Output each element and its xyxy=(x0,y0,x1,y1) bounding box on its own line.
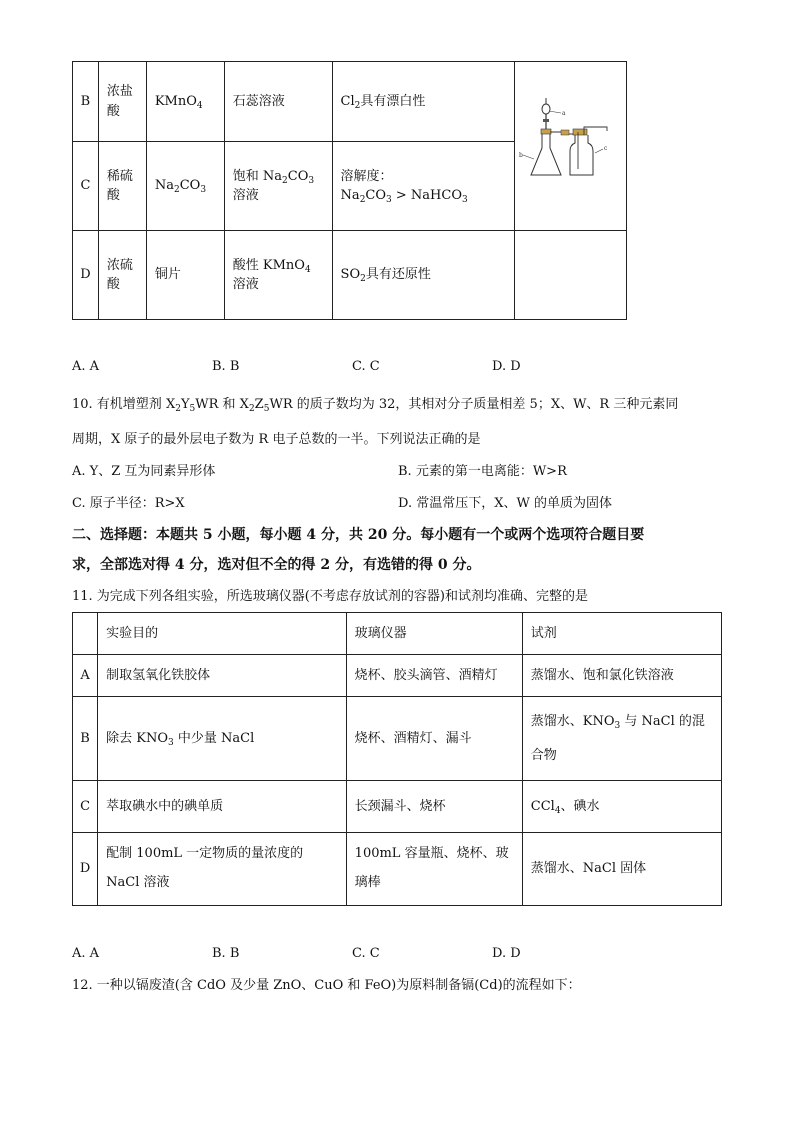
reagent-cell: 浓硫 酸 xyxy=(98,231,146,320)
purpose-cell: 配制 100mL 一定物质的量浓度的 NaCl 溶液 xyxy=(98,833,347,906)
column-header: 实验目的 xyxy=(98,613,347,655)
row-letter: C xyxy=(73,142,99,231)
q9-table xyxy=(72,61,627,320)
reagent-cell: KMnO$_4$ xyxy=(146,62,224,142)
table-row xyxy=(73,655,722,697)
reagent-cell: 蒸馏水、$KNO_3$ 与 NaCl 的混 合物 xyxy=(522,697,721,781)
row-letter: B xyxy=(73,697,98,781)
option-d[interactable]: D. 常温常压下，X、W 的单质为固体 xyxy=(398,496,612,511)
option-c[interactable]: C. 原子半径：R>X xyxy=(72,496,185,511)
choice-b[interactable]: B. B xyxy=(212,359,240,374)
q12-stem: 12. 一种以镉废渣(含 CdO 及少量 ZnO、CuO 和 FeO)为原料制备镉(Cd)的流程如下： xyxy=(72,978,581,993)
column-header: 玻璃仪器 xyxy=(346,613,522,655)
conclusion-cell: 溶解度： $Na_2CO_3$ > NaHCO$_3$ xyxy=(332,142,514,231)
q9-choices xyxy=(72,357,632,377)
row-letter: D xyxy=(73,231,99,320)
choice-d[interactable]: D. D xyxy=(492,946,521,961)
choice-d[interactable]: D. D xyxy=(492,359,521,374)
reagent-cell: 酸性 KMnO$_4$ 溶液 xyxy=(224,231,332,320)
choice-c[interactable]: C. C xyxy=(352,946,380,961)
reagent-cell: 饱和 $Na_2CO_3$ 溶液 xyxy=(224,142,332,231)
column-header: 试剂 xyxy=(522,613,721,655)
table-row xyxy=(73,231,627,320)
section-heading-line2: 求，全部选对得 4 分，选对但不全的得 2 分，有选错的得 0 分。 xyxy=(72,557,481,573)
reagent-cell: 铜片 xyxy=(146,231,224,320)
label-a: a xyxy=(561,109,566,117)
label-b: b xyxy=(518,151,523,159)
purpose-cell: 萃取碘水中的碘单质 xyxy=(98,781,347,833)
reagent-cell: CCl$_4$、碘水 xyxy=(522,781,721,833)
row-letter: B xyxy=(73,62,99,142)
q11-choices xyxy=(72,944,632,964)
option-b[interactable]: B. 元素的第一电离能：W>R xyxy=(398,464,567,479)
apparatus-diagram xyxy=(514,62,626,231)
purpose-cell: 除去 $KNO_3$ 中少量 NaCl xyxy=(98,697,347,781)
glass-cell: 100mL 容量瓶、烧杯、玻 璃棒 xyxy=(346,833,522,906)
glass-cell: 烧杯、酒精灯、漏斗 xyxy=(346,697,522,781)
conclusion-cell: $SO_2$具有还原性 xyxy=(332,231,514,320)
table-header-row xyxy=(73,613,722,655)
section-heading-line1: 二、选择题：本题共 5 小题，每小题 4 分，共 20 分。每小题有一个或两个选项符合题目要 xyxy=(72,527,645,543)
table-row xyxy=(73,781,722,833)
choice-c[interactable]: C. C xyxy=(352,359,380,374)
row-letter: A xyxy=(73,655,98,697)
label-c: c xyxy=(603,144,608,152)
corner-cell xyxy=(73,613,98,655)
conclusion-cell: $Cl_2$具有漂白性 xyxy=(332,62,514,142)
empty-cell xyxy=(514,231,626,320)
q10-stem-line2: 周期，X 原子的最外层电子数为 R 电子总数的一半。下列说法正确的是 xyxy=(72,432,481,447)
table-row xyxy=(73,697,722,781)
table-row xyxy=(73,833,722,906)
choice-b[interactable]: B. B xyxy=(212,946,240,961)
option-a[interactable]: A. Y、Z 互为同素异形体 xyxy=(72,464,216,479)
gas-generation-apparatus xyxy=(515,93,625,193)
reagent-cell: 浓盐 酸 xyxy=(98,62,146,142)
choice-a[interactable]: A. A xyxy=(72,359,100,374)
glass-cell: 烧杯、胶头滴管、酒精灯 xyxy=(346,655,522,697)
reagent-cell: $Na_2CO_3$ xyxy=(146,142,224,231)
reagent-cell: 石蕊溶液 xyxy=(224,62,332,142)
q10-stem-line1: 10. 有机增塑剂 $X_2Y_5WR$ 和 $X_2Z_5WR$ 的质子数均为 32，其相对分子质量相差 5；X、W、R 三种元素同 xyxy=(72,397,679,414)
table-row xyxy=(73,62,627,142)
q10-options-row2 xyxy=(72,494,632,514)
q11-stem: 11. 为完成下列各组实验，所选玻璃仪器(不考虑存放试剂的容器)和试剂均准确、完整的是 xyxy=(72,589,588,604)
row-letter: C xyxy=(73,781,98,833)
choice-a[interactable]: A. A xyxy=(72,946,100,961)
reagent-cell: 蒸馏水、NaCl 固体 xyxy=(522,833,721,906)
reagent-cell: 蒸馏水、饱和氯化铁溶液 xyxy=(522,655,721,697)
row-letter: D xyxy=(73,833,98,906)
q11-table xyxy=(72,612,722,906)
reagent-cell: 稀硫 酸 xyxy=(98,142,146,231)
q10-options-row1 xyxy=(72,462,632,482)
glass-cell: 长颈漏斗、烧杯 xyxy=(346,781,522,833)
purpose-cell: 制取氢氧化铁胶体 xyxy=(98,655,347,697)
